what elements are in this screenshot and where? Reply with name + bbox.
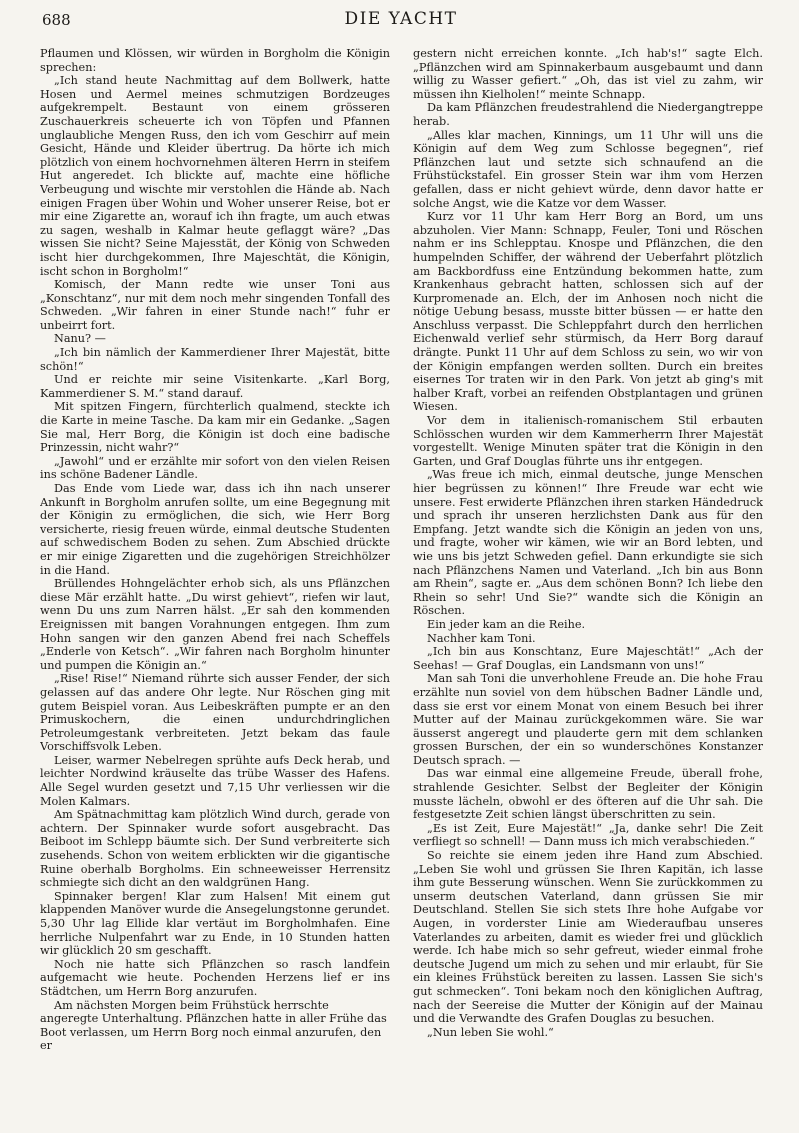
paragraph: Pflaumen und Klössen, wir würden in Borgholm die Königin sprechen: — [40, 47, 390, 74]
left-column — [40, 47, 390, 1122]
paragraph: Kurz vor 11 Uhr kam Herr Borg an Bord, um uns abzuholen. Vier Mann: Schnapp, Feuler, Toni und Röschen nahm er ins Schlepptau. Knospe und Pflänzchen, die den humpelnden Schiffer, der während der Ueberfahrt plötzlich am Backbordfuss eine Entzündung bekommen hatte, zum Krankenhaus gebracht hatten, schlossen sich auf der Kurpromenade an. Elch, der im Anhosen noch nicht die nötige Uebung besass, musste bitter büssen — er hatte den Anschluss verpasst. Die Schleppfahrt durch den herrlichen Eichenwald verlief sehr stürmisch, da Herr Borg darauf drängte. Punkt 11 Uhr auf dem Schloss zu sein, wo wir von der Königin empfangen werden sollten. Durch ein breites eisernes Tor traten wir in den Park. Von jetzt ab ging's mit halber Kraft, vorbei an reifenden Obstplantagen und grünen Wiesen. — [413, 210, 763, 414]
paragraph: Am nächsten Morgen beim Frühstück herrschte angeregte Unterhaltung. Pflänzchen hatte in aller Frühe das Boot verlassen, um Herrn Borg noch einmal anzurufen, den er — [40, 998, 387, 1053]
page-header — [42, 7, 760, 37]
paragraph: Und er reichte mir seine Visitenkarte. „Karl Borg, Kammerdiener S. M.“ stand darauf. — [40, 373, 390, 400]
paragraph: Noch nie hatte sich Pflänzchen so rasch landfein aufgemacht wie heute. Pochenden Herzens lief er ins Städtchen, um Herrn Borg anzurufen. — [40, 957, 390, 998]
paragraph: Da kam Pflänzchen freudestrahlend die Niedergangtreppe herab. — [413, 101, 763, 128]
paragraph: „Was freue ich mich, einmal deutsche, junge Menschen hier begrüssen zu können!“ Ihre Freude war echt wie unsere. Fest erwiderte Pflänzchen ihren starken Händedruck und sprach ihr unseren herzlichsten Dank aus für den Empfang. Jetzt wandte sich die Königin an jeden von uns, und fragte, woher wir kämen, wie wir an Bord lebten, und wie uns bis jetzt Schweden gefiel. Dann erkundigte sie sich nach Pflänzchens Namen und Vaterland. „Ich bin aus Bonn am Rhein“, sagte er. „Aus dem schönen Bonn? Ich liebe den Rhein so sehr! Und Sie?“ wandte sich die Königin an Röschen. — [413, 468, 763, 618]
paragraph: „Nun leben Sie wohl.“ — [427, 1025, 554, 1039]
paragraph: Man sah Toni die unverhohlene Freude an. Die hohe Frau erzählte nun soviel von dem hübschen Badner Ländle und, dass sie erst vor einem Monat von einem Besuch bei ihrer Mutter auf der Mainau zurückgekommen wäre. Sie war äusserst angeregt und plauderte gern mit dem schlanken grossen Burschen, der ein so wunderschönes Konstanzer Deutsch sprach. — — [413, 672, 763, 767]
right-column — [413, 47, 763, 1122]
paragraph: Am Spätnachmittag kam plötzlich Wind durch, gerade von achtern. Der Spinnaker wurde sofort ausgebracht. Das Beiboot im Schlepp bäumte sich. Der Sund verbreiterte sich zusehends. Schon von weitem erblickten wir die gigantische Ruine oberhalb Borgholms. Ein schneeweisser Herrensitz schmiegte sich dicht an den waldgrünen Hang. — [40, 808, 390, 890]
paragraph: Nachher kam Toni. — [427, 631, 536, 645]
paragraph: „Ich bin aus Konschtanz, Eure Majeschtät!“ „Ach der Seehas! — Graf Douglas, ein Landsmann von uns!“ — [413, 645, 763, 672]
paragraph: Ein jeder kam an die Reihe. — [427, 617, 586, 631]
running-title: DIE YACHT — [344, 9, 458, 29]
paragraph: „Ich bin nämlich der Kammerdiener Ihrer Majestät, bitte schön!“ — [40, 346, 390, 373]
paragraph: „Rise! Rise!“ Niemand rührte sich ausser Fender, der sich gelassen auf das andere Ohr legte. Nur Röschen ging mit gutem Beispiel voran. Aus Leibeskräften pumpte er an den Primuskochern, die einen undurchdringlichen Petroleumgestank verbreiteten. Jetzt bekam das faule Vorschiffsvolk Leben. — [40, 672, 390, 754]
paragraph: Vor dem in italienisch-romanischem Stil erbauten Schlösschen wurden wir dem Kammerherrn Ihrer Majestät vorgestellt. Wenige Minuten später trat die Königin in den Garten, und Graf Douglas führte uns ihr entgegen. — [413, 414, 763, 468]
paragraph: „Alles klar machen, Kinnings, um 11 Uhr will uns die Königin auf dem Weg zum Schlosse begegnen“, rief Pflänzchen laut und setzte sich schnaufend an die Frühstückstafel. Ein grosser Stein war ihm vom Herzen gefallen, dass er nicht gehievt würde, denn davor hatte er solche Angst, wie die Katze vor dem Wasser. — [413, 128, 763, 210]
paragraph: Nanu? — — [54, 332, 106, 346]
paragraph: Brüllendes Hohngelächter erhob sich, als uns Pflänzchen diese Mär erzählt hatte. „Du wirst gehievt“, riefen wir laut, wenn Du uns zum Narren hälst. „Er sah den kommenden Ereignissen mit bangen Vorahnungen entgegen. Ihm zum Hohn sangen wir den ganzen Abend frei nach Scheffels „Enderle von Ketsch“. „Wir fahren nach Borgholm hinunter und pumpen die Königin an.“ — [40, 577, 390, 672]
paragraph: Das war einmal eine allgemeine Freude, überall frohe, strahlende Gesichter. Selbst der Begleiter der Königin musste lächeln, obwohl er des öfteren auf die Uhr sah. Die festgesetzte Zeit schien längst überschritten zu sein. — [413, 767, 763, 822]
paragraph: So reichte sie einem jeden ihre Hand zum Abschied. „Leben Sie wohl und grüssen Sie Ihren Kapitän, ich lasse ihm gute Besserung wünschen. Wenn Sie zurückkommen zu unserm deutschen Vaterland, dann grüssen Sie mir Deutschland. Stellen Sie sich stets Ihre hohe Aufgabe vor Augen, in vorderster Linie am Wiederaufbau unseres Vaterlandes zu arbeiten, damit es wieder frei und glücklich werde. Ich habe mich so sehr gefreut, wieder einmal frohe deutsche Jugend um mich zu sehen und mir erlaubt, für Sie ein kleines Frühstück bereiten zu lassen. Lassen Sie sich's gut schmecken“. Toni bekam noch den königlichen Auftrag, nach der Seereise die Mutter der Königin auf der Mainau und die Verwandte des Grafen Douglas zu besuchen. — [413, 849, 763, 1026]
paragraph: Das Ende vom Liede war, dass ich ihn nach unserer Ankunft in Borgholm anrufen sollte, um eine Begegnung mit der Königin zu ermöglichen, die sich, wie Herr Borg versicherte, riesig freuen würde, einmal deutsche Studenten auf schwedischem Boden zu sehen. Zum Abschied drückte er mir einige Zigaretten und die zugehörigen Streichhölzer in die Hand. — [40, 482, 390, 577]
paragraph: „Ich stand heute Nachmittag auf dem Bollwerk, hatte Hosen und Aermel meines schmutzigen Bordzeuges aufgekrempelt. Bestaunt von einem grösseren Zuschauerkreis scheuerte ich von Töpfen und Pfannen unglaubliche Mengen Russ, den ich vom Geschirr auf mein Gesicht, Hände und Kleider übertrug. Da hörte ich mich plötzlich von einem hochvornehmen älteren Herrn in steifem Hut angeredet. Ich blickte auf, machte eine höfliche Verbeugung und wischte mir verstohlen die Hände ab. Nach einigen Fragen über Wohin und Woher unserer Reise, bot er mir eine Zigarette an, worauf ich ihn fragte, um auch etwas zu sagen, weshalb in Kalmar heute geflaggt wäre? „Das wissen Sie nicht? Seine Majesstät, der König von Schweden ischt hier durchgekommen, Ihre Majeschtät, die Königin, ischt schon in Borgholm!“ — [40, 74, 390, 278]
paragraph: Komisch, der Mann redte wie unser Toni aus „Konschtanz“, nur mit dem noch mehr singenden Tonfall des Schweden. „Wir fahren in einer Stunde nach!“ fuhr er unbeirrt fort. — [40, 278, 390, 332]
paragraph: „Es ist Zeit, Eure Majestät!“ „Ja, danke sehr! Die Zeit verfliegt so schnell! — Dann muss ich mich verabschieden.“ — [413, 821, 763, 849]
paragraph: „Jawohl“ und er erzählte mir sofort von den vielen Reisen ins schöne Badener Ländle. — [40, 454, 390, 482]
paragraph: Leiser, warmer Nebelregen sprühte aufs Deck herab, und leichter Nordwind kräuselte das trübe Wasser des Hafens. Alle Segel wurden gesetzt und 7,15 Uhr verliessen wir die Molen Kalmars. — [40, 753, 390, 808]
paragraph: Mit spitzen Fingern, fürchterlich qualmend, steckte ich die Karte in meine Tasche. Da kam mir ein Gedanke. „Sagen Sie mal, Herr Borg, die Königin ist doch eine badische Prinzessin, nicht wahr?“ — [40, 400, 390, 455]
paragraph: Spinnaker bergen! Klar zum Halsen! Mit einem gut klappenden Manöver wurde die Ansegelungstonne gerundet. 5,30 Uhr lag Ellide klar vertäut im Borgholmhafen. Eine herrliche Nulpenfahrt war zu Ende, in 10 Stunden hatten wir glücklich 20 sm geschafft. — [40, 889, 390, 958]
paragraph: gestern nicht erreichen konnte. „Ich hab's!“ sagte Elch. „Pflänzchen wird am Spinnakerbaum ausgebaumt und dann willig zu Wasser gefiert.“ „Oh, das ist viel zu zahm, wir müssen ihn Kielholen!“ meinte Schnapp. — [413, 47, 763, 101]
page-number: 688 — [42, 11, 71, 29]
